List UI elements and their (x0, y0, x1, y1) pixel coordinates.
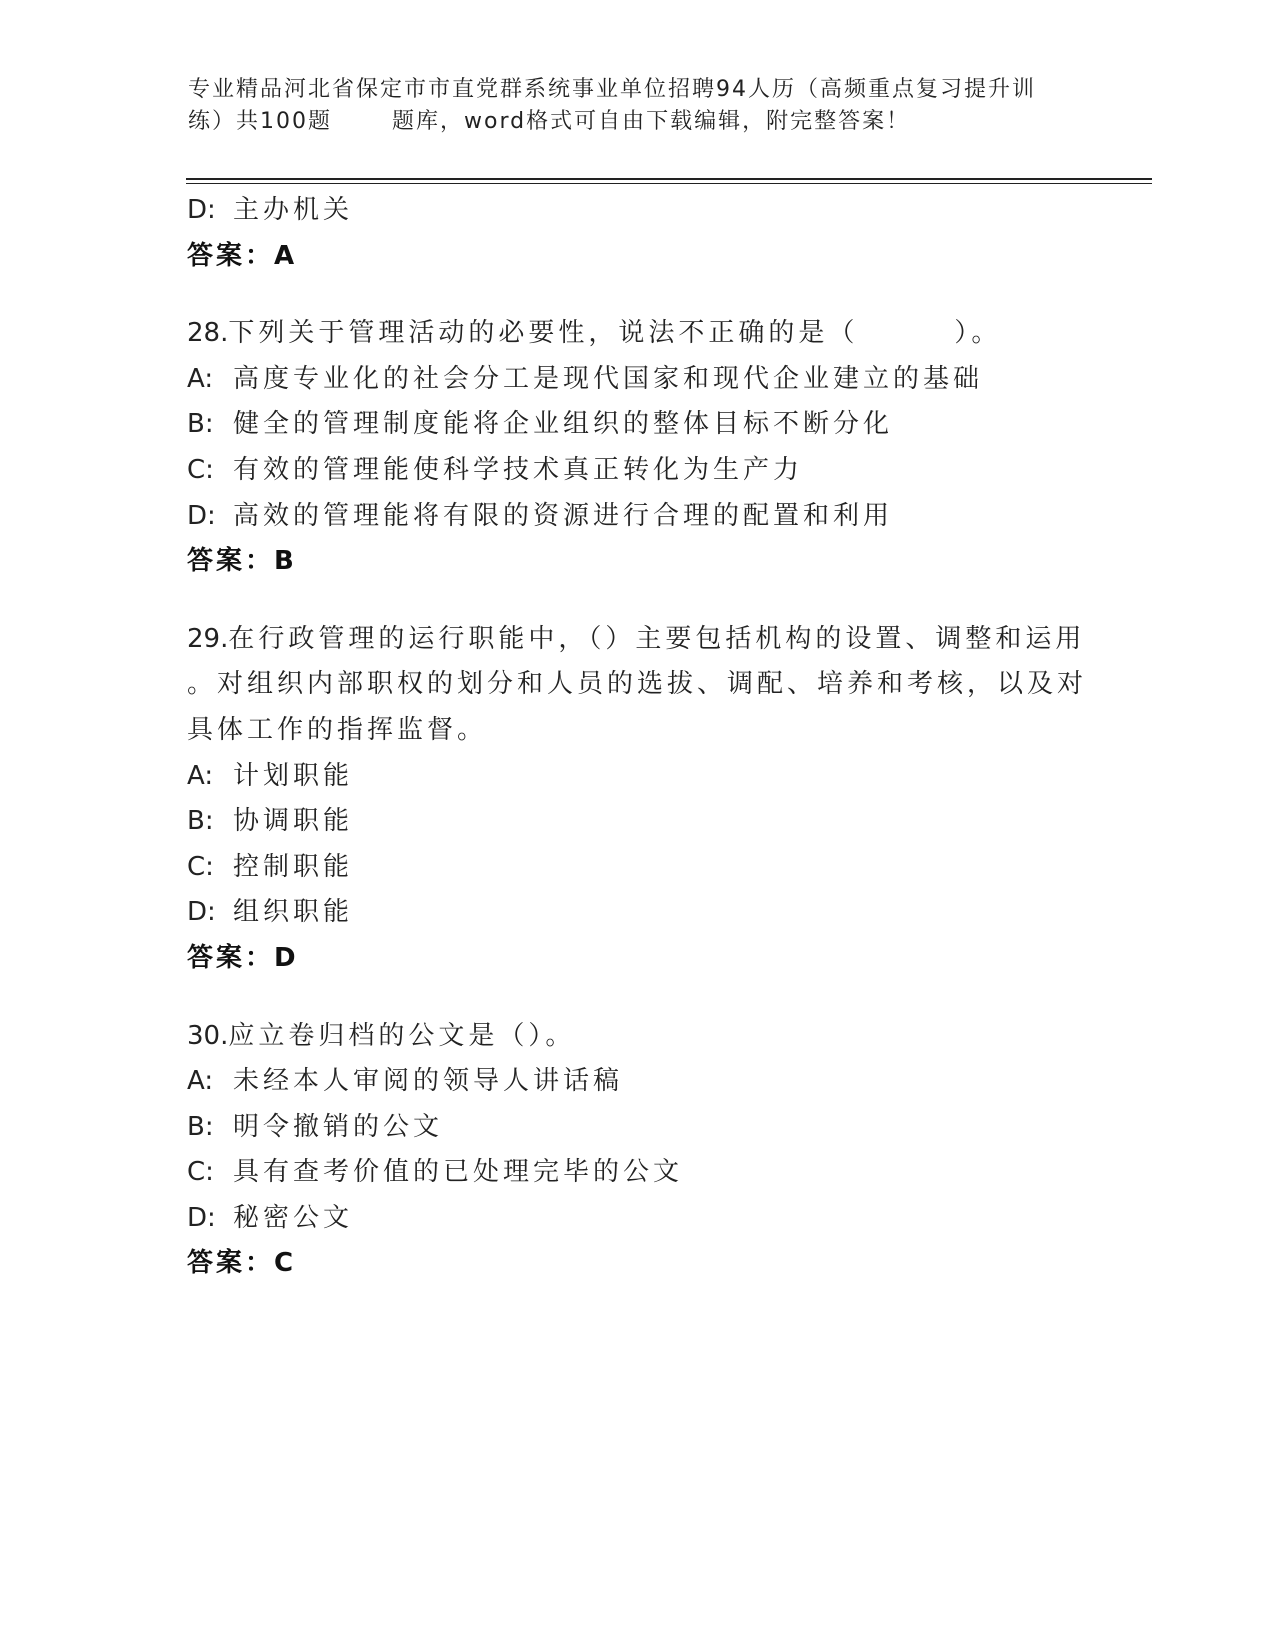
prev-answer: 答案：A (187, 240, 298, 271)
page-header (188, 74, 1068, 138)
question-29-stem-line-2: 。对组织内部职权的划分和人员的选拔、调配、培养和考核，以及对 (187, 669, 1088, 700)
question-30-option-d: D: 秘密公文 (187, 1202, 354, 1233)
question-28-option-a: A: 高度专业化的社会分工是现代国家和现代企业建立的基础 (187, 363, 984, 394)
question-29-stem-line-3: 具体工作的指挥监督。 (187, 714, 488, 745)
header-title-line-1: 专业精品河北省保定市市直党群系统事业单位招聘94人历（高频重点复习提升训 (188, 77, 1036, 102)
question-30 (187, 1014, 1087, 1288)
question-30-option-a: A: 未经本人审阅的领导人讲话稿 (187, 1066, 624, 1097)
question-28-option-b: B: 健全的管理制度能将企业组织的整体目标不断分化 (187, 409, 894, 440)
question-28-option-c: C: 有效的管理能使科学技术真正转化为生产力 (187, 454, 804, 485)
header-divider-thin (186, 183, 1152, 184)
question-29-option-b: B: 协调职能 (187, 806, 354, 837)
question-28-option-d: D: 高效的管理能将有限的资源进行合理的配置和利用 (187, 500, 894, 531)
question-30-option-b: B: 明令撤销的公文 (187, 1111, 444, 1142)
document-body (187, 188, 1087, 1287)
header-title-part-b: 题库，word格式可自由下载编辑，附完整答案！ (392, 109, 911, 134)
question-30-answer: 答案：C (187, 1248, 297, 1279)
question-29-answer: 答案：D (187, 942, 299, 973)
header-title-part-a: 练）共100题 (188, 109, 332, 134)
question-29 (187, 617, 1087, 982)
question-30-option-c: C: 具有查考价值的已处理完毕的公文 (187, 1157, 684, 1188)
prev-option-d: D: 主办机关 (187, 195, 354, 225)
header-title-line-2 (188, 106, 1068, 138)
question-29-stem-line-1: 29.在行政管理的运行职能中，（）主要包括机构的设置、调整和运用 (187, 623, 1086, 654)
header-divider-thick (186, 178, 1152, 180)
question-30-stem: 30.应立卷归档的公文是（）。 (187, 1020, 576, 1051)
question-28-stem: 28.下列关于管理活动的必要性，说法不正确的是（ ）。 (187, 318, 1002, 349)
question-28 (187, 311, 1087, 585)
question-29-option-d: D: 组织职能 (187, 897, 354, 928)
question-29-option-c: C: 控制职能 (187, 851, 354, 882)
question-28-answer: 答案：B (187, 546, 297, 577)
question-29-option-a: A: 计划职能 (187, 760, 354, 791)
